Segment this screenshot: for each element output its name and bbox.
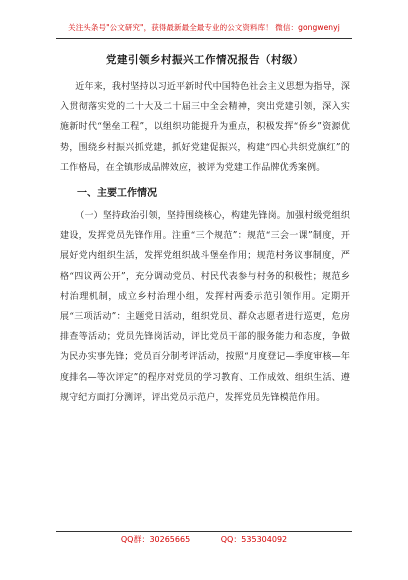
footer-contact [0,534,408,545]
intro-paragraph: 近年来，我村坚持以习近平新时代中国特色社会主义思想为指导，深入贯彻落实党的二十大及二十届三中全会精神，突出党建引领，深入实施新时代“堡垒工程”，以组织功能提升为重点，积极发挥“侨乡”资源优势，围绕乡村振兴抓党建，抓好党建促振兴，构建“四心共织党旗红”的工作格局，在全镇形成品牌效应，被评为党建工作品牌优秀案例。 [60,82,350,173]
section-heading: 一、主要工作情况 [77,188,157,200]
header-divider [56,38,352,39]
document-title: 党建引领乡村振兴工作情况报告（村级） [106,54,304,66]
footer-qq-group: QQ群：30265665 [120,535,191,544]
document-body [60,48,350,408]
header-promo-note: 关注头条号"公文研究"，获得最新最全最专业的公文资料库！ 微信：gongwenyj [68,23,340,32]
section-paragraph: （一）坚持政治引领，坚持围绕核心，构建先锋岗。加强村级党组织建设，发挥党员先锋作用。注重“三个规范”：规范“三会一课”制度，开展好党内组织生活，发挥党组织战斗堡垒作用；规范村务议事制度，严格“四议两公开”，充分调动党员、村民代表参与村务的积极性；规范乡村治理机制，成立乡村治理小组，发挥村两委示范引领作用。定期开展“三项活动”：主题党日活动，组织党员、群众志愿者进行巡更，危房排查等活动；党员先锋岗活动，评比党员干部的服务能力和态度，争做为民办实事先锋；党员百分制考评活动，按照“月度登记—季度审核—年度排名—等次评定”的程序对党员的学习教育、工作成效、组织生活、遵规守纪方面打分测评，评出党员示范户，发挥党员先锋模范作用。 [60,211,350,403]
footer-divider [56,531,352,532]
footer-qq-contact: QQ：535304092 [220,535,288,544]
